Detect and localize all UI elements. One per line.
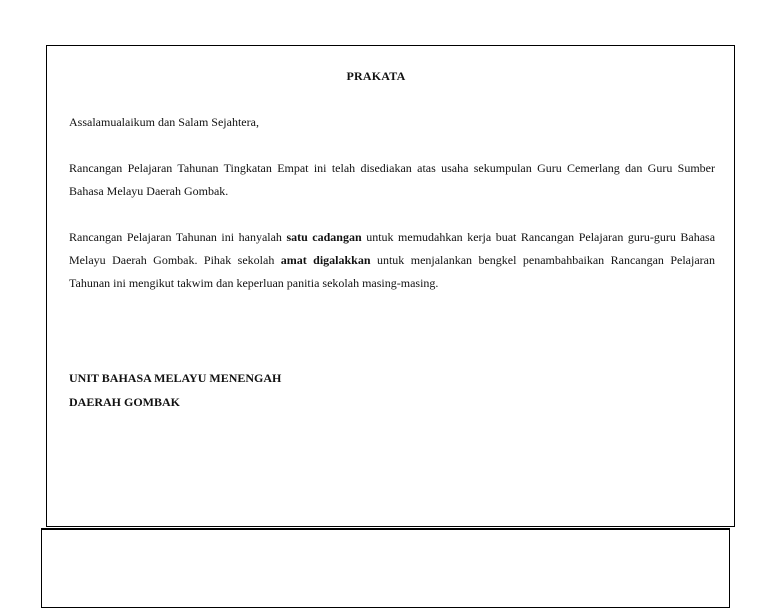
paragraph-text: untuk menjalankan bengkel penambahbaikan Rancangan Pelajaran Tahunan ini mengikut takwim dan keperluan panitia sekolah masing-masing. xyxy=(69,253,715,290)
recommendation-paragraph xyxy=(69,226,715,295)
document-title: PRAKATA xyxy=(346,69,406,83)
emphasis-suggestion: satu cadangan xyxy=(286,230,362,244)
next-page-frame xyxy=(41,528,730,608)
greeting-line: Assalamualaikum dan Salam Sejahtera, xyxy=(69,115,259,129)
emphasis-encouraged: amat digalakkan xyxy=(280,253,371,267)
paragraph-text: Rancangan Pelajaran Tahunan ini hanyalah xyxy=(69,230,287,244)
signature-district: DAERAH GOMBAK xyxy=(69,395,180,409)
intro-paragraph: Rancangan Pelajaran Tahunan Tingkatan Empat ini telah disediakan atas usaha sekumpulan Guru Cemerlang dan Guru Sumber Bahasa Melayu Daerah Gombak. xyxy=(69,161,715,198)
signature-unit: UNIT BAHASA MELAYU MENENGAH xyxy=(69,371,282,385)
paragraph-text: untuk memudahkan kerja buat Rancangan Pelajaran guru-guru Bahasa Melayu Daerah Gombak. Pihak sekolah xyxy=(69,230,716,267)
